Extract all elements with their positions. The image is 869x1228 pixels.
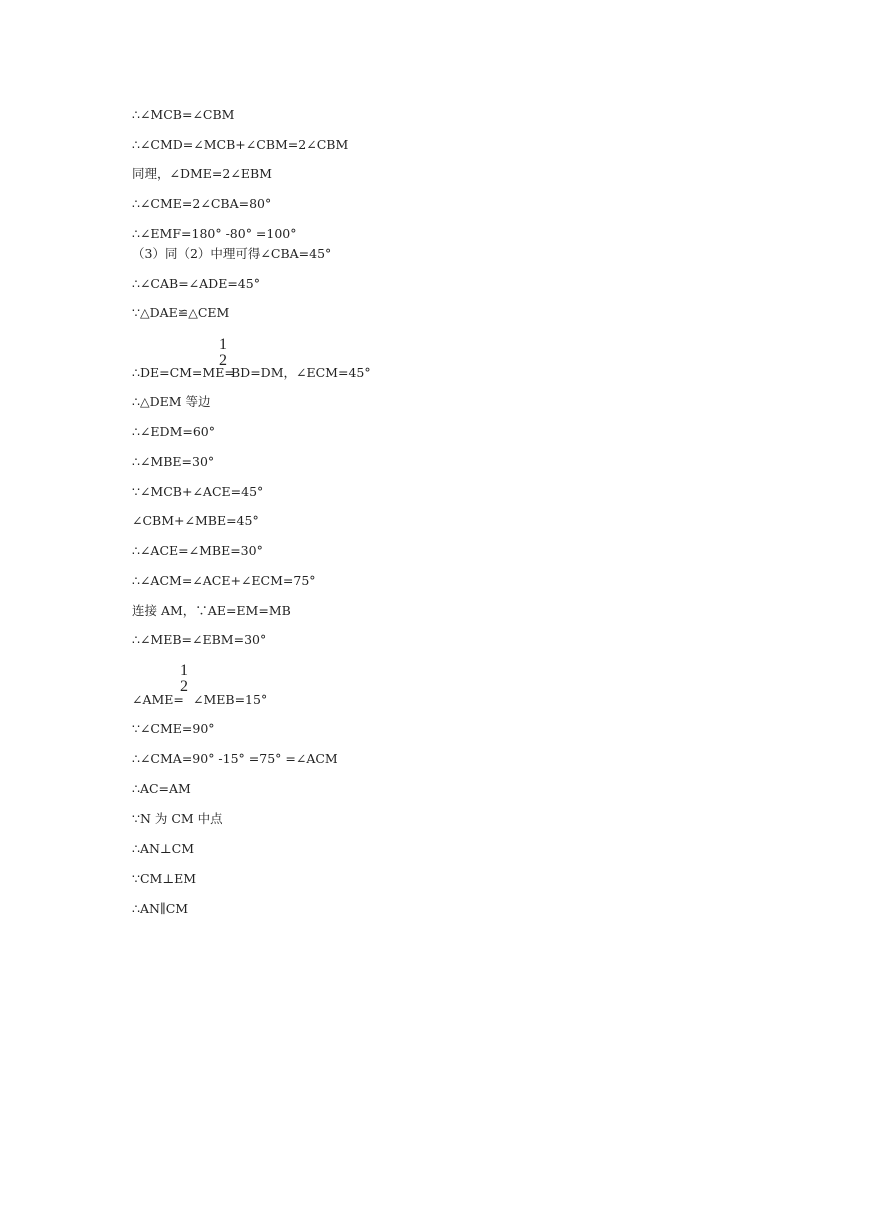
fraction-numerator: 1 bbox=[180, 662, 188, 679]
proof-line: ∴AN⊥CM bbox=[132, 841, 195, 856]
proof-line: ∴∠CMA=90° -15° =75° =∠ACM bbox=[132, 751, 338, 766]
proof-line: ∠CBM+∠MBE=45° bbox=[132, 513, 259, 528]
proof-line: ∵∠CME=90° bbox=[132, 721, 215, 736]
proof-line: ∴∠ACM=∠ACE+∠ECM=75° bbox=[132, 573, 316, 588]
proof-line: ∴AN∥CM bbox=[132, 901, 189, 916]
fraction-one-half bbox=[217, 337, 229, 369]
proof-line: ∵CM⊥EM bbox=[132, 871, 196, 886]
proof-line: 连接 AM，∵AE=EM=MB bbox=[132, 603, 291, 618]
fraction-denominator: 2 bbox=[219, 352, 227, 369]
proof-line: ∴∠EDM=60° bbox=[132, 424, 216, 439]
proof-line: ∴DE=CM=ME= bbox=[132, 365, 235, 380]
proof-line: （3）同（2）中理可得∠CBA=45° bbox=[132, 246, 332, 261]
proof-line: ∴∠MBE=30° bbox=[132, 454, 215, 469]
proof-line: ∵N 为 CM 中点 bbox=[132, 811, 223, 826]
proof-line: ∴AC=AM bbox=[132, 781, 191, 796]
proof-line: ∴∠MCB=∠CBM bbox=[132, 107, 235, 122]
proof-line: ∴∠CME=2∠CBA=80° bbox=[132, 196, 272, 211]
fraction-one-half bbox=[178, 663, 190, 695]
proof-line: ∴∠CMD=∠MCB+∠CBM=2∠CBM bbox=[132, 137, 349, 152]
proof-line-continuation: ∠MEB=15° bbox=[193, 692, 268, 707]
proof-line: 同理，∠DME=2∠EBM bbox=[132, 166, 272, 181]
proof-line: ∴∠CAB=∠ADE=45° bbox=[132, 276, 260, 291]
proof-line: ∠AME= bbox=[132, 692, 184, 707]
fraction-numerator: 1 bbox=[219, 336, 227, 353]
proof-line: ∴△DEM 等边 bbox=[132, 394, 211, 409]
proof-line-continuation: BD=DM，∠ECM=45° bbox=[231, 365, 371, 380]
proof-line: ∵∠MCB+∠ACE=45° bbox=[132, 484, 264, 499]
proof-line: ∵△DAE≌△CEM bbox=[132, 305, 230, 320]
proof-line: ∴∠MEB=∠EBM=30° bbox=[132, 632, 267, 647]
fraction-denominator: 2 bbox=[180, 678, 188, 695]
proof-line: ∴∠ACE=∠MBE=30° bbox=[132, 543, 263, 558]
proof-line: ∴∠EMF=180° -80° =100° bbox=[132, 226, 297, 241]
